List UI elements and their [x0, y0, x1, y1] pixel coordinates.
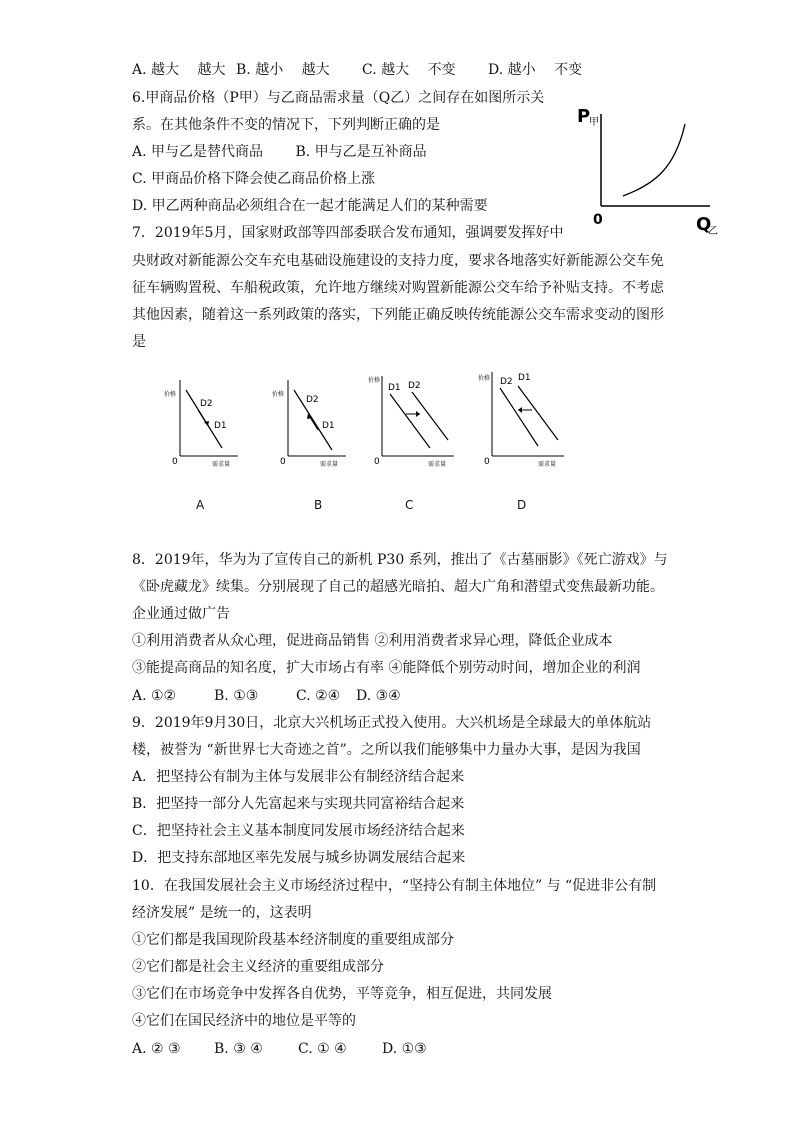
- q7-line2: 央财政对新能源公交车充电基础设施建设的支持力度，要求各地落实好新能源公交车免: [132, 253, 664, 269]
- q7-letter-c: C: [405, 498, 414, 512]
- q10-item-4: ④它们在国民经济中的地位是平等的: [132, 1013, 356, 1029]
- q7-c-x-label: 需求量: [428, 461, 447, 468]
- q7-diagram-d: [478, 364, 568, 472]
- q7-d-x-label: 需求量: [538, 461, 557, 468]
- q6-option-c: C. 甲商品价格下降会使乙商品价格上涨: [132, 171, 376, 187]
- q10-option-c: C. ① ④: [298, 1041, 347, 1057]
- q6-x-label: Q: [696, 214, 712, 235]
- q7-b-curve-label-1: D2: [306, 395, 319, 405]
- q9-option-c: C．把坚持社会主义基本制度同发展市场经济结合起来: [132, 823, 465, 839]
- q10-item-2: ②它们都是社会主义经济的重要组成部分: [132, 959, 384, 975]
- q9-line2: 楼，被誉为 “新世界七大奇迹之首”。之所以我们能够集中力量办大事，是因为我国: [132, 742, 641, 758]
- q8-option-b: B. ①③: [214, 688, 259, 704]
- q7-line4: 其他因素，随着这一系列政策的落实，下列能正确反映传统能源公交车需求变动的图形: [132, 307, 664, 323]
- q7-a-origin: 0: [172, 457, 178, 467]
- q10-item-3: ③它们在市场竞争中发挥各自优势，平等竞争，相互促进，共同发展: [132, 986, 552, 1002]
- q8-options: [132, 686, 401, 706]
- q6-origin: 0: [593, 212, 603, 228]
- q7-diagram-a: [160, 372, 240, 472]
- q7-line5: 是: [132, 334, 146, 350]
- q7-d-curve-label-1: D2: [500, 377, 513, 387]
- q6-curve: [623, 124, 685, 196]
- q8-line4: ①利用消费者从众心理，促进商品销售 ②利用消费者求异心理，降低企业成本: [132, 633, 613, 649]
- q5-option-b: B. 越小 越大: [236, 62, 330, 78]
- q6-stem-line2: 系。在其他条件不变的情况下，下列判断正确的是: [132, 117, 440, 133]
- q7-c-curve-label-2: D2: [408, 381, 421, 391]
- q7-d-curve-d1: [518, 386, 558, 440]
- q7-a-y-label: 价格: [164, 391, 177, 398]
- q6-y-sub: 甲: [589, 117, 599, 128]
- q6-x-sub: 乙: [708, 226, 718, 236]
- q8-line3: 企业通过做广告: [132, 606, 230, 622]
- q7-diagram-c: [368, 368, 458, 472]
- q10-option-d: D. ①③: [382, 1041, 427, 1057]
- q7-letter-d: D: [517, 498, 527, 512]
- q8-line1: 8．2019年，华为为了宣传自己的新机 P30 系列，推出了《古墓丽影》《死亡游戏》与: [132, 552, 668, 568]
- q8-line5: ③能提高商品的知名度，扩大市场占有率 ④能降低个别劳动时间，增加企业的利润: [132, 660, 641, 676]
- q7-b-curve-label-2: D1: [322, 421, 335, 431]
- q5-options: [132, 60, 582, 80]
- q7-letter-a: A: [196, 498, 205, 512]
- q7-c-curve-d2: [412, 392, 448, 440]
- q10-item-1: ①它们都是我国现阶段基本经济制度的重要组成部分: [132, 932, 454, 948]
- q7-d-curve-d2: [500, 388, 538, 446]
- q7-line1: 7．2019年5月，国家财政部等四部委联合发布通知，强调要发挥好中: [132, 225, 564, 241]
- q8-option-c: C. ②④: [296, 688, 341, 704]
- q6-stem-line1: 6.甲商品价格（P甲）与乙商品需求量（Q乙）之间存在如图所示关: [132, 90, 545, 106]
- q7-letter-b: B: [314, 498, 323, 512]
- q7-c-curve-label-1: D1: [388, 383, 401, 393]
- q6-graph: [575, 96, 725, 236]
- q7-c-y-label: 价格: [368, 377, 381, 384]
- q10-options: [132, 1039, 427, 1059]
- q8-line2: 《卧虎藏龙》续集。分别展现了自己的超感光暗拍、超大广角和潜望式变焦最新功能。: [132, 579, 664, 595]
- q7-diagram-b: [268, 372, 348, 472]
- q6-y-label: P: [577, 106, 591, 127]
- q5-option-d: D. 越小 不变: [488, 62, 583, 78]
- q10-option-b: B. ③ ④: [214, 1041, 263, 1057]
- q7-d-curve-label-2: D1: [518, 373, 531, 383]
- q10-option-a: A. ② ③: [132, 1041, 181, 1057]
- q5-option-a: A. 越大 越大: [132, 62, 226, 78]
- q7-d-origin: 0: [484, 457, 490, 467]
- q10-line1: 10．在我国发展社会主义市场经济过程中，“坚持公有制主体地位” 与 “促进非公有制: [132, 878, 657, 894]
- q7-b-origin: 0: [280, 457, 286, 467]
- q10-line2: 经济发展” 是统一的，这表明: [132, 905, 312, 921]
- q6-option-ab: A. 甲与乙是替代商品 B. 甲与乙是互补商品: [132, 144, 427, 160]
- q7-a-curve-label-1: D2: [200, 399, 213, 409]
- q9-line1: 9．2019年9月30日，北京大兴机场正式投入使用。大兴机场是全球最大的单体航站: [132, 715, 652, 731]
- q8-option-a: A. ①②: [132, 688, 177, 704]
- q7-b-x-label: 需求量: [320, 461, 339, 468]
- q7-d-y-label: 价格: [478, 375, 491, 382]
- q9-option-d: D．把支持东部地区率先发展与城乡协调发展结合起来: [132, 850, 466, 866]
- q6-option-d: D. 甲乙两种商品必须组合在一起才能满足人们的某种需要: [132, 198, 488, 214]
- q5-option-c: C. 越大 不变: [362, 62, 456, 78]
- q7-c-curve-d1: [390, 394, 430, 448]
- q7-a-x-label: 需求量: [212, 461, 231, 468]
- q7-b-y-label: 价格: [272, 391, 285, 398]
- q7-c-origin: 0: [374, 457, 380, 467]
- q7-a-curve-label-2: D1: [214, 421, 227, 431]
- q7-line3: 征车辆购置税、车船税政策，允许地方继续对购置新能源公交车给予补贴支持。不考虑: [132, 280, 664, 296]
- q9-option-b: B．把坚持一部分人先富起来与实现共同富裕结合起来: [132, 796, 465, 812]
- q9-option-a: A．把坚持公有制为主体与发展非公有制经济结合起来: [132, 769, 465, 785]
- q8-option-d: D. ③④: [356, 688, 401, 704]
